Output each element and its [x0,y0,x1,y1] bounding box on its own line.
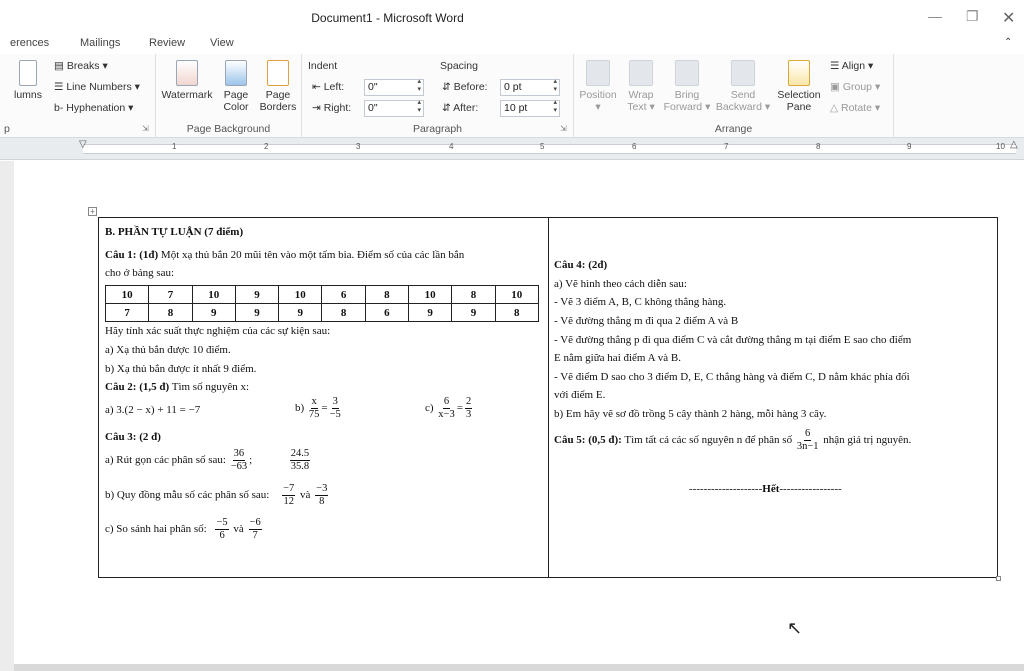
watermark-label: Watermark [161,89,213,101]
ruler-number: 7 [724,142,729,151]
score-cell: 9 [279,304,322,322]
ribbon [0,54,1024,138]
rotate-label: Rotate [841,102,872,114]
tab-mailings[interactable]: Mailings [80,37,121,49]
fraction [282,483,295,508]
window-title: Document1 - Microsoft Word [311,11,464,25]
mouse-cursor-icon: ↖ [787,618,803,638]
fraction [249,517,262,542]
columns-icon [19,60,37,86]
group-label: Group [842,81,873,93]
page-color-button[interactable] [218,60,254,113]
numerator: 2 [465,396,472,407]
numerator: −3 [316,483,328,494]
score-cell: 10 [279,286,322,304]
numerator: 36 [233,448,245,459]
hyphenation-label: Hyphenation [66,102,126,114]
numerator: −6 [249,517,261,528]
denominator: x−3 [438,409,455,420]
score-row-2 [106,304,539,322]
q2-part-b: b) $\frac{x}{75}$ = $\frac{3}{-5}$ [295,396,341,420]
q3-c-and: và [233,523,244,536]
indent-right-label [312,102,351,114]
position-icon [586,60,610,86]
watermark-icon [176,60,198,86]
q1-label: Câu 1: (1đ) [105,249,159,261]
wrap-text-button[interactable]: Wrap Text ▾ [622,60,660,113]
denominator: 3n−1 [796,441,819,452]
selection-pane-label-2: Pane [786,101,812,113]
rotate-button[interactable]: △ Rotate ▾ [830,102,881,114]
fraction [231,448,247,473]
denominator: 3 [465,409,472,420]
q2-part-c: c) $\frac{6}{x-3}$ = $\frac{2}{3}$ [425,396,472,420]
hyphenation-button[interactable]: b‐ Hyphenation ▾ [54,102,134,114]
paragraph-label: Paragraph [412,123,463,135]
q2-line [105,381,249,393]
q3-b-text: b) Quy đồng mẫu số các phân số sau: [105,489,270,502]
bring-forward-icon [675,60,699,86]
selection-pane-label-1: Selection [777,89,821,101]
rotate-icon: △ [830,102,841,114]
columns-button[interactable] [8,60,48,101]
page-background-group [156,54,302,138]
indent-right-text: Right: [323,102,352,114]
page-gap [14,664,1024,671]
bring-forward-button[interactable]: Bring Forward ▾ [662,60,712,113]
q3-part-a: a) Rút gọn các phân số sau: $\frac{36}{-63}$ ; $\frac{24.5}{35.8}$ [105,448,310,472]
score-cell: 9 [409,304,452,322]
selection-pane-button[interactable] [774,60,824,113]
q5-line [554,428,911,453]
q4-step-1: - Vẽ 3 điểm A, B, C không thẳng hàng. [554,296,727,308]
numerator: −7 [283,483,295,494]
score-row-1 [106,286,539,304]
score-cell: 10 [106,286,149,304]
column-divider [548,218,549,577]
wrap-text-label-2: Text [627,101,647,113]
denominator: −63 [230,461,248,472]
q1-part-b: b) Xạ thủ bắn được ít nhất 9 điểm. [105,363,257,375]
q2-b-prefix: b) [295,402,305,415]
send-backward-button[interactable]: Send Backward ▾ [714,60,772,113]
q5-tail: nhận giá trị nguyên. [823,434,912,447]
title-bar [0,0,1024,34]
score-cell: 6 [365,304,408,322]
end-marker [689,483,842,495]
send-backward-label-2: Backward [715,101,762,113]
minimize-icon[interactable]: — [928,8,942,24]
q4-label: Câu 4: (2đ) [554,259,608,271]
q2-text: Tìm số nguyên x: [169,381,250,393]
exam-table[interactable] [98,217,998,578]
numerator: x [311,396,317,407]
q3-label: Câu 3: (2 đ) [105,431,161,443]
spacing-before-text: Before: [453,81,488,93]
score-cell: 8 [495,304,538,322]
denominator: 7 [252,530,258,541]
bring-forward-label-1: Bring [674,89,700,101]
breaks-label: Breaks [66,60,100,72]
group-button[interactable]: ▣ Group ▾ [830,81,881,93]
score-cell: 9 [452,304,495,322]
section-heading: B. PHẦN TỰ LUẬN (7 điểm) [105,226,244,238]
indent-right-icon: ⇥ [312,102,324,114]
score-cell: 7 [149,286,192,304]
page-borders-icon [267,60,289,86]
align-icon: ☰ [830,60,842,72]
q4-step-4b: với điểm E. [554,389,606,401]
ruler-number: 10 [996,142,1005,151]
bring-forward-label-2: Forward [663,101,703,113]
restore-icon[interactable]: ❐ [966,8,979,24]
page-background-label: Page Background [186,123,271,135]
ribbon-collapse-icon[interactable]: ⌃ [1004,37,1013,48]
score-table [105,285,539,322]
q2-c-prefix: c) [425,402,434,415]
spacing-before-icon: ⇵ [442,81,454,93]
fraction [330,396,341,421]
paragraph-group [302,54,574,138]
spacing-after-label [442,102,478,114]
indent-marker-icon[interactable]: ▽ [79,139,87,150]
q4-part-b: b) Em hãy vẽ sơ đồ trồng 5 cây thành 2 hàng, mỗi hàng 3 cây. [554,408,827,420]
spacing-heading: Spacing [440,60,478,72]
ruler-number: 3 [356,142,361,151]
q4-step-3a: - Vẽ đường thẳng p đi qua điểm C và cắt đường thẳng m tại điểm E sao cho điểm [554,334,912,346]
score-cell: 6 [322,286,365,304]
denominator: −5 [329,409,341,420]
table-move-handle-icon[interactable]: + [88,207,97,216]
numerator: 6 [805,428,811,439]
page-color-label-1: Page [223,89,249,101]
line-numbers-button[interactable]: ☰ Line Numbers ▾ [54,81,140,93]
q4-part-a: a) Vẽ hình theo cách diễn sau: [554,278,687,290]
q2-label: Câu 2: (1,5 đ) [105,381,170,393]
score-cell: 8 [365,286,408,304]
ruler-number: 6 [632,142,637,151]
score-cell: 9 [192,304,235,322]
ribbon-tabs [0,34,1024,54]
spacing-before-input[interactable]: 0 pt ▴ ▾ [500,79,560,96]
ruler-number: 1 [172,142,177,151]
align-button[interactable]: ☰ Align ▾ [830,60,874,72]
page-setup-group [0,54,156,138]
fraction [290,448,310,473]
fraction [215,517,228,542]
horizontal-ruler[interactable] [0,138,1024,160]
tab-view[interactable]: View [210,37,234,49]
numerator: 6 [443,396,450,407]
fraction [465,396,472,421]
fraction [315,483,328,508]
close-icon[interactable]: ✕ [1002,10,1016,27]
q5-text: Tìm tất cả các số nguyên n để phân số [621,434,793,447]
position-label: Position [579,89,617,101]
indent-left-icon: ⇤ [312,81,324,93]
score-cell: 10 [409,286,452,304]
send-backward-icon [731,60,755,86]
end-suffix: ----------------- [779,483,842,495]
q3-a-text: a) Rút gọn các phân số sau: [105,454,226,467]
indent-left-input[interactable]: 0" ▴ ▾ [364,79,424,96]
numerator: 3 [332,396,338,407]
line-numbers-icon: ☰ [54,81,67,93]
tab-review[interactable]: Review [149,37,186,49]
ruler-bar [83,144,1016,154]
fraction [438,396,454,421]
fraction [309,396,320,421]
page-borders-label-2: Borders [259,101,297,113]
page-borders-button[interactable] [258,60,298,113]
indent-left-text: Left: [323,81,345,93]
q1-text-1: Một xạ thủ bắn 20 mũi tên vào một tấm bia. Điểm số của các lần bắn [158,249,465,261]
score-cell: 10 [192,286,235,304]
q3-c-text: c) So sánh hai phân số: [105,523,207,536]
tab-references[interactable]: erences [10,37,50,49]
denominator: 6 [219,530,225,541]
q3-b-and: và [300,489,311,502]
breaks-button[interactable]: ▤ Breaks ▾ [54,60,108,72]
spacing-after-text: After: [453,102,479,114]
indent-left-label [312,81,344,93]
score-cell: 9 [235,304,278,322]
score-cell: 10 [495,286,538,304]
q3-part-c [105,517,264,542]
arrange-label: Arrange [714,123,753,135]
score-cell: 9 [235,286,278,304]
q4-step-4a: - Vẽ điểm D sao cho 3 điểm D, E, C thẳng hàng và điểm C, D nằm khác phía đối [554,371,910,383]
wrap-text-icon [629,60,653,86]
spacing-after-input[interactable]: 10 pt ▴ ▾ [500,100,560,117]
arrange-group [574,54,894,138]
align-label: Align [841,60,866,72]
ruler-number: 8 [816,142,821,151]
wrap-text-label-1: Wrap [628,89,654,101]
q3-part-b [105,483,330,508]
q4-step-2: - Vẽ đường thẳng m đi qua 2 điểm A và B [554,315,739,327]
denominator: 35.8 [290,461,310,472]
page-setup-label: p [4,123,10,135]
paragraph-launcher-icon[interactable]: ⇲ [560,124,567,133]
right-indent-marker-icon[interactable]: △ [1010,139,1018,150]
q2-part-a: a) 3.(2 − x) + 11 = −7 [105,404,201,416]
send-backward-label-1: Send [730,89,756,101]
columns-label: lumns [13,89,42,101]
table-resize-handle[interactable] [996,576,1001,581]
numerator: −5 [216,517,228,528]
page-setup-launcher-icon[interactable]: ⇲ [142,124,149,133]
ruler-number: 9 [907,142,912,151]
indent-right-input[interactable]: 0" ▴ ▾ [364,100,424,117]
indent-heading: Indent [308,60,338,72]
fraction [797,428,819,453]
score-cell: 7 [106,304,149,322]
breaks-icon: ▤ [54,60,67,72]
q5-label: Câu 5: (0,5 đ): [554,434,622,447]
page-color-icon [225,60,247,86]
spacing-before-label [442,81,488,93]
score-cell: 8 [322,304,365,322]
q1-line-1 [105,249,464,261]
ruler-number: 2 [264,142,269,151]
selection-pane-icon [788,60,810,86]
end-prefix: -------------------- [689,483,763,495]
denominator: 8 [319,496,325,507]
denominator: 12 [283,496,294,507]
q1-instruction: Hãy tính xác suất thực nghiệm của các sự kiện sau: [105,325,331,337]
q4-step-3b: E nằm giữa hai điểm A và B. [554,352,681,364]
q1-line-2: cho ở bảng sau: [105,267,175,279]
q1-part-a: a) Xạ thủ bắn được 10 điểm. [105,344,231,356]
numerator: 24.5 [290,448,310,459]
line-numbers-label: Line Numbers [66,81,132,93]
denominator: 75 [308,409,320,420]
page-borders-label-1: Page [265,89,291,101]
page-color-label-2: Color [223,101,249,113]
score-cell: 8 [452,286,495,304]
spacing-after-icon: ⇵ [442,102,454,114]
position-button[interactable]: Position ▾ [574,60,622,113]
ruler-number: 4 [449,142,454,151]
score-cell: 8 [149,304,192,322]
watermark-button[interactable] [158,60,216,101]
group-icon: ▣ [830,81,843,93]
ruler-number: 5 [540,142,545,151]
end-word: Hết [762,483,780,495]
hyphenation-icon: b‐ [54,102,67,114]
